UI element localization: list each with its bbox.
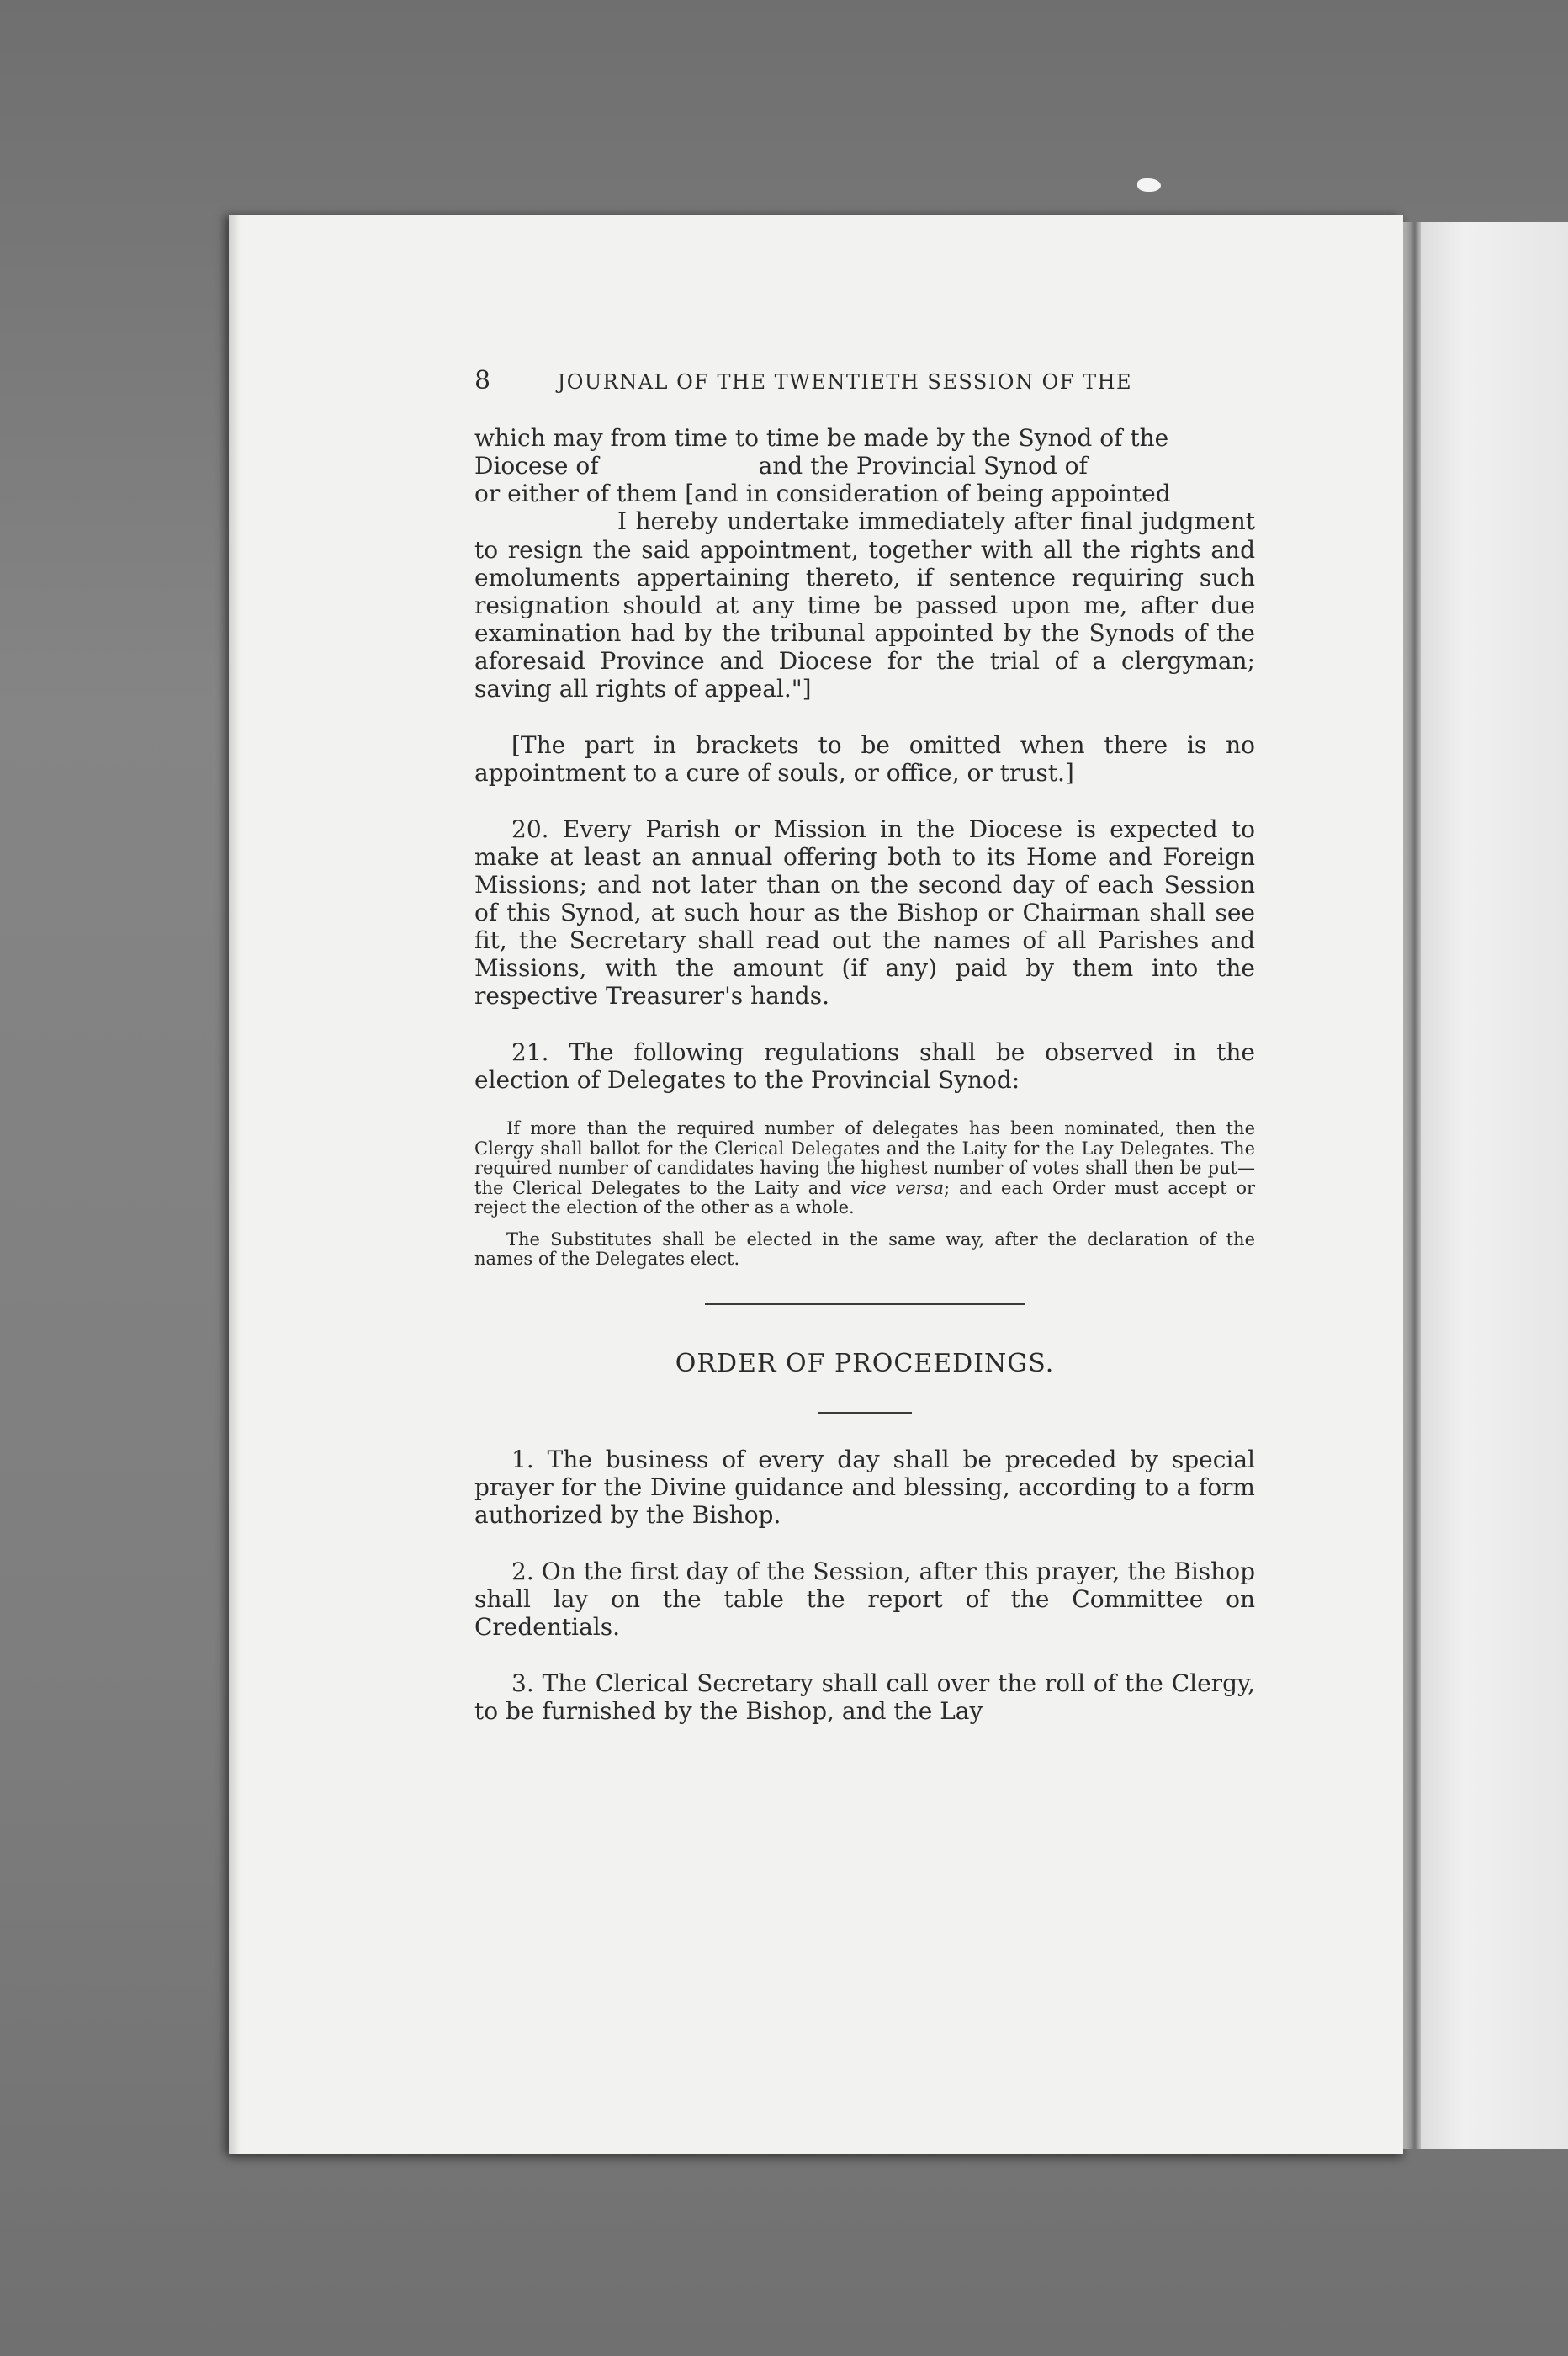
proceeding-item: 3. The Clerical Secretary shall call over the roll of the Clergy, to be furnished by the Bishop, and the Lay bbox=[474, 1669, 1255, 1726]
spacer bbox=[474, 787, 1255, 815]
page-left-edge bbox=[229, 215, 241, 2154]
brackets-note: [The part in brackets to be omitted when there is no appointment to a cure of souls, or office, or trust.] bbox=[474, 730, 1255, 787]
spacer bbox=[474, 1641, 1255, 1669]
spacer bbox=[474, 703, 1255, 731]
spacer bbox=[474, 1529, 1255, 1557]
declaration-line: or either of them [and in consideration of being appointed bbox=[474, 480, 1171, 508]
title-underline bbox=[818, 1412, 912, 1414]
running-head-title: JOURNAL OF THE TWENTIETH SESSION OF THE bbox=[557, 370, 1133, 394]
spacer bbox=[474, 1218, 1255, 1230]
regulation-text: If more than the required number of delegates has been nominated, then the Clergy shall ballot for the Clerical Delegates and the Laity for the Lay Delegates. The required number of candidates having the highest number of votes shall then be put—the Clerical Delegates to the Laity and bbox=[474, 1118, 1255, 1198]
regulation-paragraph: The Substitutes shall be elected in the same way, after the declaration of the names of the Delegates elect. bbox=[474, 1228, 1255, 1270]
regulation-paragraph bbox=[474, 1119, 1255, 1218]
book-gutter bbox=[1401, 222, 1421, 2149]
regulation-text: ; and each Order must accept or reject the election of the other as a whole. bbox=[474, 1177, 1256, 1218]
declaration-line: I hereby undertake immediately after final bbox=[617, 507, 1133, 536]
declaration-text: judgment to resign the said appointment, together with all the rights and emoluments appertaining thereto, if sentence requiring such resignation should at any time be passed upon me, after due examination had by the tribunal appointed by the Synods of the aforesaid Province and Diocese for the trial of a clergyman; saving all rights of appeal."] bbox=[474, 507, 1255, 703]
proceeding-item: 2. On the first day of the Session, after this prayer, the Bishop shall lay on the table the report of the Committee on Credentials. bbox=[474, 1557, 1255, 1642]
clause-21: 21. The following regulations shall be observed in the election of Delegates to the Provincial Synod: bbox=[474, 1037, 1255, 1095]
clause-20: 20. Every Parish or Mission in the Diocese is expected to make at least an annual offering both to its Home and Foreign Missions; and not later than on the second day of each Session of this Synod, at such hour as the Bishop or Chairman shall see fit, the Secretary shall read out the names of all Parishes and Missions, with the amount (if any) paid by them into the respective Treasurer's hands. bbox=[474, 815, 1255, 1010]
section-divider bbox=[705, 1303, 1025, 1305]
spacer bbox=[474, 1094, 1255, 1119]
running-head bbox=[474, 366, 1255, 395]
facing-page-edge bbox=[1418, 222, 1568, 2149]
book-page bbox=[229, 215, 1403, 2154]
spacer bbox=[474, 1010, 1255, 1038]
declaration-line: Diocese of bbox=[474, 452, 599, 480]
scan-speck bbox=[1137, 178, 1161, 192]
declaration-paragraph bbox=[474, 424, 1255, 702]
section-title: ORDER OF PROCEEDINGS. bbox=[675, 1348, 1055, 1378]
declaration-line: which may from time to time be made by the Synod of the bbox=[474, 424, 1169, 453]
page-content bbox=[474, 366, 1255, 1725]
page-number: 8 bbox=[474, 366, 492, 395]
declaration-line: and the Provincial Synod of bbox=[758, 452, 1088, 480]
proceeding-item: 1. The business of every day shall be preceded by special prayer for the Divine guidance and blessing, according to a form authorized by the Bishop. bbox=[474, 1446, 1255, 1530]
regulation-italic: vice versa bbox=[850, 1177, 945, 1198]
